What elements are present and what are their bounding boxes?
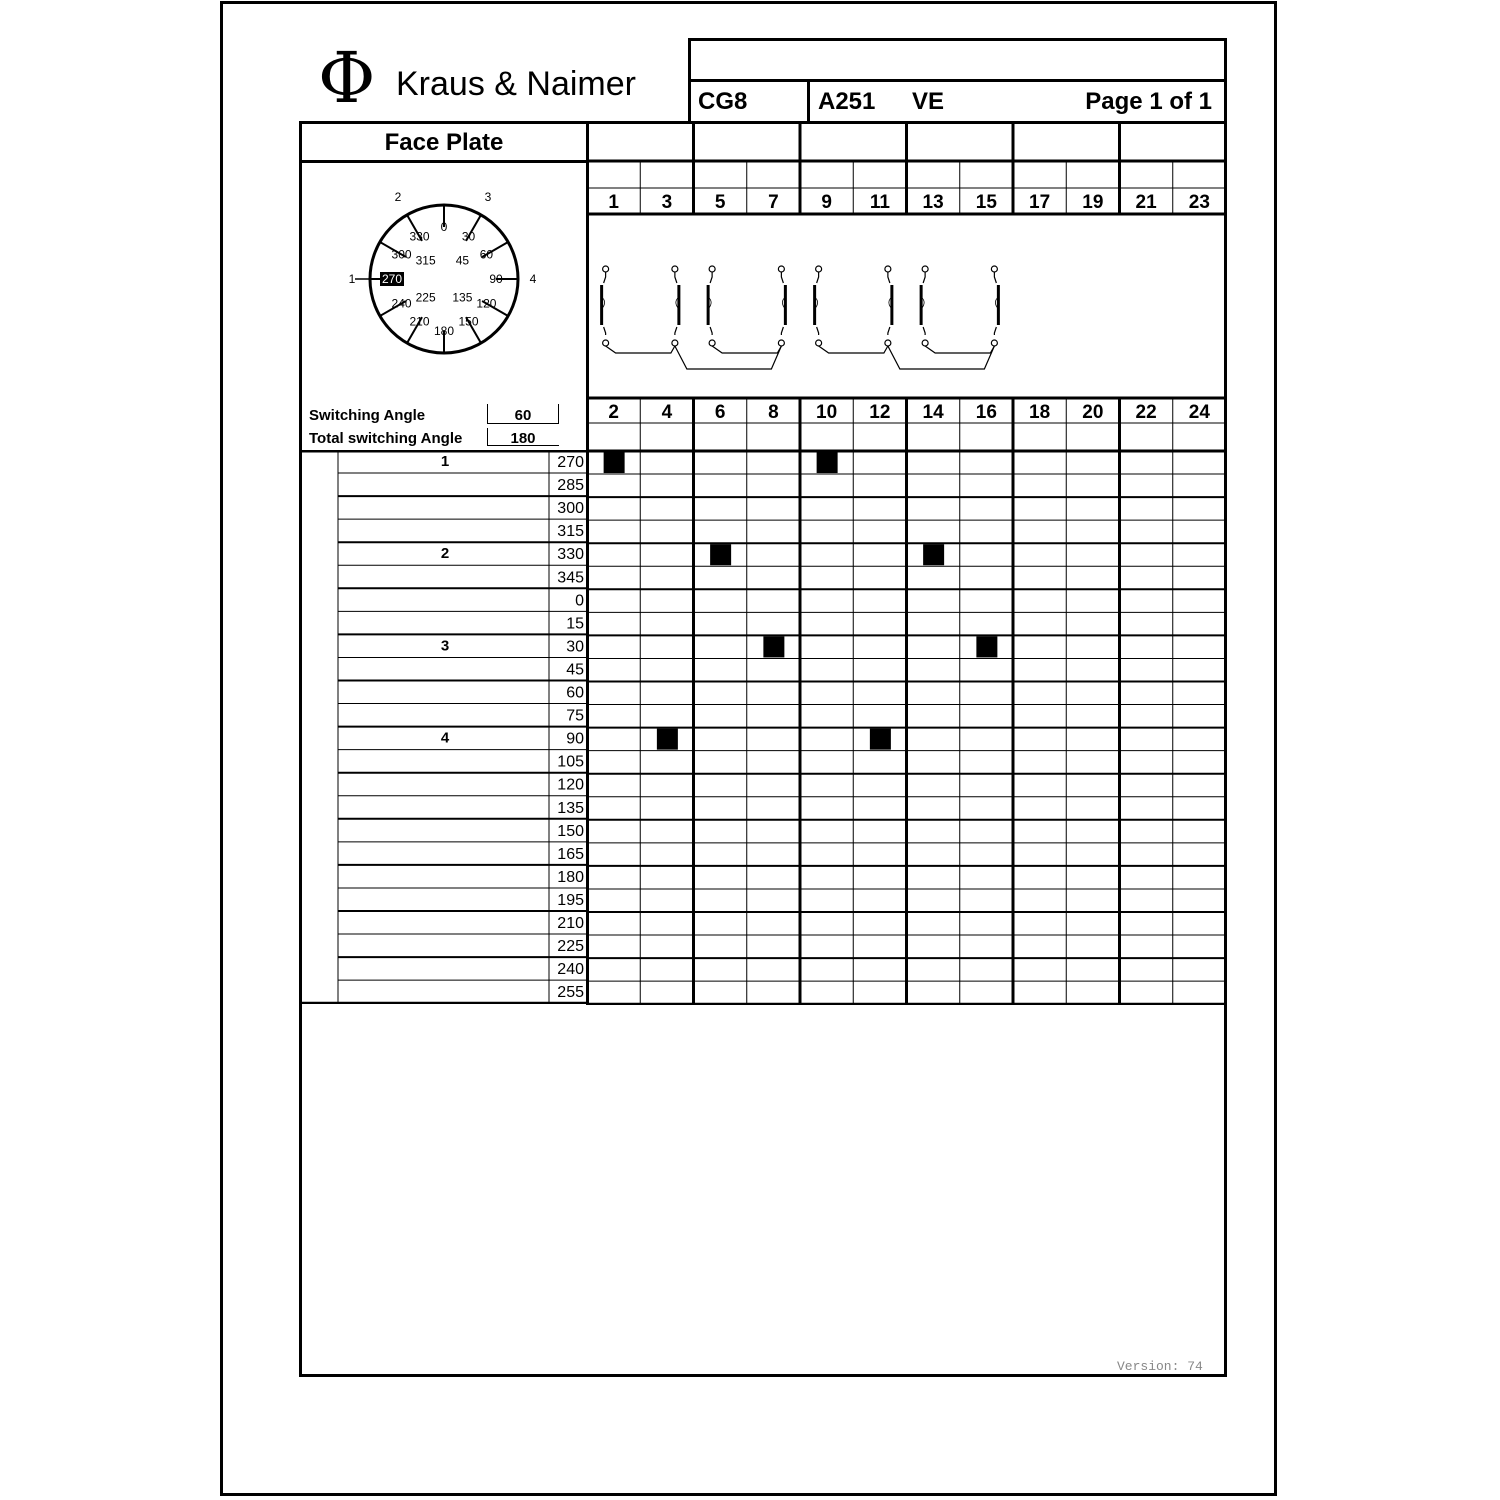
terminal-grid [586,121,1227,1005]
contact-closed-mark [604,452,625,473]
angle-label: 345 [557,569,584,587]
terminal-number-top: 21 [1135,192,1157,213]
angle-label: 330 [557,546,584,564]
contact-closed-mark [923,544,944,565]
terminal-number-bottom: 6 [714,402,726,423]
angle-table [300,450,588,1004]
contact-lead [675,272,677,283]
angle-label: 285 [557,477,584,495]
internal-link [712,346,781,353]
contact-lead [994,327,996,335]
contact-closed-mark [763,636,784,657]
terminal-number-top: 19 [1082,192,1104,213]
terminal-node [603,266,609,272]
contact-lead [675,327,677,335]
angle-label: 225 [557,938,584,956]
terminal-node [885,266,891,272]
dial-position-label: 3 [484,190,492,204]
terminal-number-top: 7 [768,192,779,213]
dial-angle-label: 0 [440,220,448,234]
dial-diagram [300,165,586,397]
contact-closed-mark [870,729,891,750]
terminal-number-bottom: 2 [608,402,619,423]
terminal-node [816,340,822,346]
position-label: 2 [440,545,450,563]
terminal-number-top: 13 [922,192,944,213]
page-indicator: Page 1 of 1 [1085,88,1212,115]
contact-closed-mark [817,452,838,473]
terminal-node [991,266,997,272]
code-ve: VE [912,88,945,115]
terminal-number-bottom: 14 [922,402,944,423]
terminal-number-bottom: 24 [1188,402,1210,423]
dial-position-label: 1 [348,272,356,286]
contact-lead [604,272,606,283]
terminal-node [672,266,678,272]
contact-lead [781,272,783,283]
terminal-number-top: 23 [1188,192,1210,213]
terminal-node [922,266,928,272]
terminal-node [922,340,928,346]
dial-angle-label: 60 [479,247,494,262]
contact-lead [817,327,819,335]
terminal-node [672,340,678,346]
dial-angle-label: 210 [409,314,430,329]
company-logo [318,37,678,120]
angle-label: 150 [557,822,584,840]
angle-label: 105 [557,753,584,771]
terminal-number-bottom: 18 [1029,402,1051,423]
terminal-number-top: 9 [821,192,832,213]
angle-label: 120 [557,776,584,794]
title-divider [807,80,810,122]
angle-label: 135 [557,799,584,817]
terminal-number-bottom: 4 [661,402,673,423]
terminal-number-top: 17 [1029,192,1051,213]
dial-angle-label: 180 [433,324,455,338]
terminal-number-bottom: 22 [1135,402,1157,423]
dial-angle-label: 330 [409,229,430,244]
terminal-node [603,340,609,346]
contact-lead [888,272,890,283]
terminal-number-top: 5 [714,192,726,213]
dial-angle-label: 315 [415,253,436,268]
angle-label: 240 [557,961,584,979]
bridge-link [675,346,782,369]
internal-link [925,346,994,353]
terminal-grid-lines [586,121,1227,1004]
position-label: 4 [440,729,450,747]
dial-position-label: 4 [529,272,537,286]
angle-label: 315 [557,523,584,541]
terminal-number-bottom: 10 [816,402,838,423]
bridge-link [888,346,995,369]
angle-label: 165 [557,845,584,863]
angle-label: 15 [566,615,584,633]
dial-angle-label: 300 [391,247,412,262]
terminal-node [709,266,715,272]
terminal-number-top: 1 [608,192,619,213]
dial-angle-label: 45 [455,253,470,268]
switching-angle-value: 60 [514,407,532,424]
contact-closed-mark [657,729,678,750]
dial-angle-label: 240 [391,296,412,311]
dial-angle-label: 120 [476,296,497,311]
face-plate-title: Face Plate [384,129,504,156]
code-a251: A251 [818,88,876,115]
contact-diagram [602,266,999,369]
angle-label: 0 [575,592,584,610]
terminal-node [778,340,784,346]
angle-label: 90 [566,730,584,748]
terminal-node [709,340,715,346]
position-label: 1 [440,453,450,470]
position-label: 3 [440,637,450,655]
internal-link [606,346,675,353]
angle-label: 45 [566,661,584,679]
contact-lead [710,327,712,335]
angle-label: 270 [557,454,584,471]
angle-table-rows [300,450,588,1004]
dial-angle-label: 30 [461,229,476,244]
terminal-node [991,340,997,346]
title-block-top [688,38,1227,82]
angle-label: 255 [557,984,584,1002]
dial-angle-label: 135 [452,290,473,305]
angle-label: 300 [557,500,584,518]
dial [349,190,537,353]
dial-position-label: 2 [394,190,402,204]
contact-lead [817,272,819,283]
terminal-node [816,266,822,272]
dial-angle-label: 90 [489,272,503,286]
contact-closed-mark [710,544,731,565]
contact-lead [604,327,606,335]
code-cg8: CG8 [698,88,748,115]
terminal-node [885,340,891,346]
contact-lead [923,327,925,335]
total-angle-label: Total switching Angle [309,430,463,447]
contact-closed-mark [976,636,997,657]
contact-lead [994,272,996,283]
contact-lead [710,272,712,283]
contact-lead [888,327,890,335]
angle-label: 75 [566,707,584,725]
dial-angle-label: 150 [458,314,479,329]
terminal-number-bottom: 12 [869,402,891,423]
terminal-number-bottom: 20 [1082,402,1104,423]
version-label: Version: 74 [1117,1359,1203,1374]
contact-lead [923,272,925,283]
internal-link [819,346,888,353]
dial-angle-label: 270 [381,272,403,286]
angle-label: 180 [557,868,584,886]
contact-lead [781,327,783,335]
dial-angle-label: 225 [415,290,436,305]
angle-label: 210 [557,915,584,932]
terminal-number-top: 11 [869,192,890,213]
angle-label: 30 [566,638,584,656]
phi-symbol: Φ [318,37,376,119]
angle-label: 195 [557,891,584,909]
total-angle-value: 180 [510,430,536,447]
terminal-number-top: 3 [661,192,673,213]
angle-label: 60 [566,684,584,702]
terminal-number-top: 15 [975,192,997,213]
terminal-number-bottom: 16 [975,402,997,423]
switching-angle-label: Switching Angle [309,407,426,424]
company-name: Kraus & Naimer [396,65,636,103]
terminal-node [778,266,784,272]
terminal-number-bottom: 8 [768,402,779,423]
